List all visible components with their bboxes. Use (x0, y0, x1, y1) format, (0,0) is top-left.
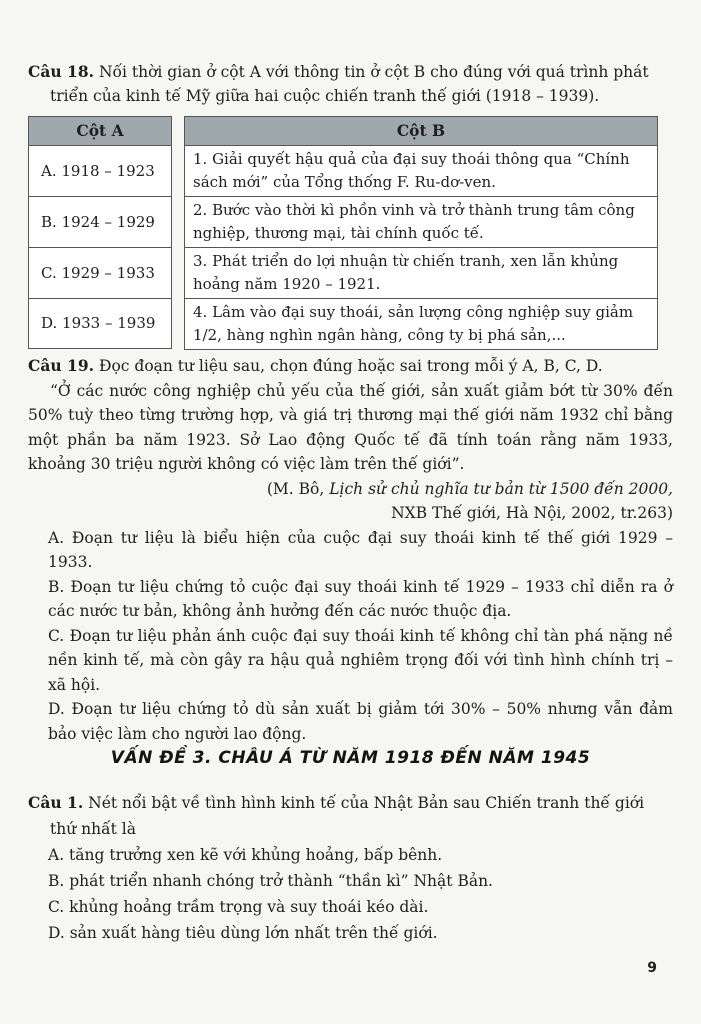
question-19-label: Câu 19. (28, 356, 95, 375)
question-18-text1: Nối thời gian ở cột A với thông tin ở cột B cho đúng với quá trình phát (94, 63, 649, 81)
column-b-cell-line: hoảng năm 1920 – 1921. (193, 275, 381, 293)
column-a-cell: A. 1918 – 1923 (28, 146, 172, 197)
column-b-cell-line: sách mới” của Tổng thống F. Ru-dơ-ven. (193, 173, 496, 191)
column-b-cell-line: 3. Phát triển do lợi nhuận từ chiến tranh, xen lẫn khủng (193, 252, 619, 270)
source-publisher: NXB Thế giới, Hà Nội, 2002, tr.263) (391, 504, 673, 522)
page-number: 9 (647, 960, 657, 976)
table-column-b (184, 116, 658, 350)
column-b-header: Cột B (184, 116, 658, 146)
column-a-header: Cột A (28, 116, 172, 146)
column-a-cell: C. 1929 – 1933 (28, 248, 172, 299)
question-19-option: B. Đoạn tư liệu chứng tỏ cuộc đại suy thoái kinh tế 1929 – 1933 chỉ diễn ra ở các nước tư bản, không ảnh hưởng đến các nước thuộc địa. (48, 577, 673, 620)
question-1-option: B. phát triển nhanh chóng trở thành “thần kì” Nhật Bản. (48, 872, 493, 890)
question-19-source (28, 477, 673, 502)
table-column-a (28, 116, 172, 349)
column-a-cell: D. 1933 – 1939 (28, 299, 172, 349)
question-19-quote: “Ở các nước công nghiệp chủ yếu của thế giới, sản xuất giảm bớt từ 30% đến 50% tuỳ theo từng trường hợp, và giá trị thương mại thế giới năm 1932 chỉ bằng một phần ba năm 1923. Sở Lao động Quốc tế đã tính toán rằng năm 1933, khoảng 30 triệu người không có việc làm trên thế giới”. (28, 381, 673, 473)
question-19-prompt (28, 354, 673, 379)
question-1-text1: Nét nổi bật về tình hình kinh tế của Nhật Bản sau Chiến tranh thế giới (83, 794, 645, 812)
question-18 (28, 60, 668, 108)
source-author: (M. Bô, (266, 479, 330, 498)
question-18-text2: triển của kinh tế Mỹ giữa hai cuộc chiến tranh thế giới (1918 – 1939). (50, 87, 600, 105)
column-b-cell-line: nghiệp, thương mại, tài chính quốc tế. (193, 224, 484, 242)
column-b-cell-line: 1. Giải quyết hậu quả của đại suy thoái thông qua “Chính (193, 150, 630, 168)
question-19 (28, 354, 673, 746)
question-19-option: C. Đoạn tư liệu phản ánh cuộc đại suy thoái kinh tế không chỉ tàn phá nặng nề nền kinh tế, mà còn gây ra hậu quả nghiêm trọng đối với tình hình chính trị – xã hội. (48, 626, 673, 694)
question-1-label: Câu 1. (28, 793, 84, 812)
column-b-cell-line: 1/2, hàng nghìn ngân hàng, công ty bị phá sản,... (193, 326, 566, 344)
column-b-cell (184, 146, 658, 197)
column-a-cell: B. 1924 – 1929 (28, 197, 172, 248)
question-18-label: Câu 18. (28, 62, 95, 81)
question-19-text: Đọc đoạn tư liệu sau, chọn đúng hoặc sai trong mỗi ý A, B, C, D. (94, 357, 603, 375)
question-19-option: D. Đoạn tư liệu chứng tỏ dù sản xuất bị giảm tới 30% – 50% nhưng vẫn đảm bảo việc làm cho người lao động. (48, 700, 673, 743)
question-18-line1 (28, 60, 668, 84)
question-1-line1 (28, 790, 673, 816)
section-title: VẤN ĐỀ 3. CHÂU Á TỪ NĂM 1918 ĐẾN NĂM 1945 (110, 748, 591, 768)
column-b-cell-line: 2. Bước vào thời kì phồn vinh và trở thành trung tâm công (193, 201, 635, 219)
question-1-option: A. tăng trưởng xen kẽ với khủng hoảng, bấp bênh. (48, 846, 443, 864)
question-19-option: A. Đoạn tư liệu là biểu hiện của cuộc đại suy thoái kinh tế thế giới 1929 – 1933. (48, 528, 673, 571)
question-1-option: C. khủng hoảng trầm trọng và suy thoái kéo dài. (48, 898, 429, 916)
question-1 (28, 790, 673, 946)
source-title: Lịch sử chủ nghĩa tư bản từ 1500 đến 2000, (329, 479, 673, 498)
question-1-text2: thứ nhất là (50, 820, 136, 838)
column-b-cell (184, 197, 658, 248)
question-1-option: D. sản xuất hàng tiêu dùng lớn nhất trên thế giới. (48, 924, 438, 942)
column-b-cell-line: 4. Lâm vào đại suy thoái, sản lượng công nghiệp suy giảm (193, 303, 634, 321)
column-b-cell (184, 248, 658, 299)
column-b-cell (184, 299, 658, 350)
